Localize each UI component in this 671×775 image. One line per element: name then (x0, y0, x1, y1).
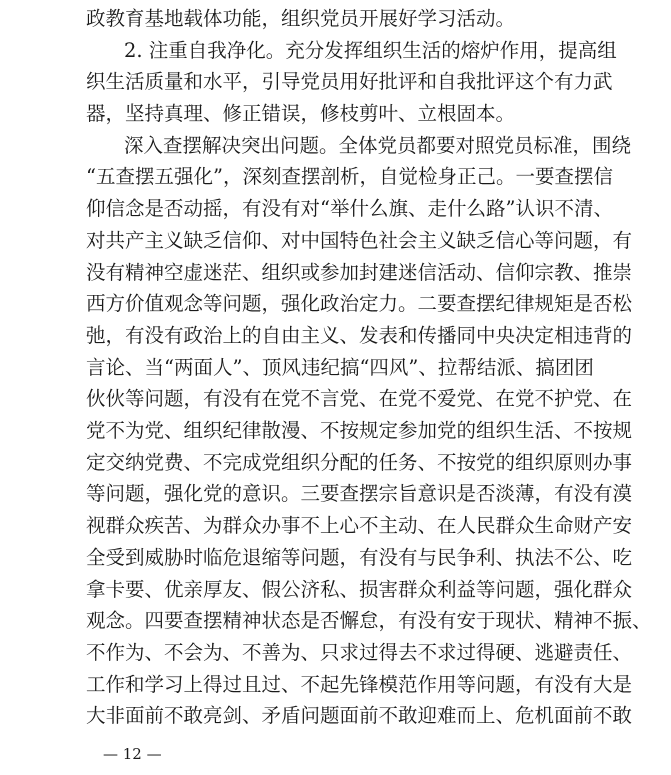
text-line: 仰信念是否动摇，有没有对“举什么旗、走什么路”认识不清、 (86, 197, 613, 221)
text-line: 言论、当“两面人”、顶风违纪搞“四风”、拉帮结派、搞团团 (86, 355, 594, 379)
text-line: 西方价值观念等问题，强化政治定力。二要查摆纪律规矩是否松 (86, 292, 633, 316)
text-line: 不作为、不会为、不善为、只求过得去不求过得硬、逃避责任、 (86, 640, 633, 664)
text-line: 工作和学习上得过且过、不起先锋模范作用等问题，有没有大是 (86, 672, 633, 696)
text-line: 2. 注重自我净化。充分发挥组织生活的熔炉作用，提高组 (124, 38, 617, 62)
page-number: — 12 — (103, 745, 162, 763)
text-line: 深入查摆解决突出问题。全体党员都要对照党员标准，围绕 (124, 133, 632, 157)
text-line: 拿卡要、优亲厚友、假公济私、损害群众利益等问题，强化群众 (86, 577, 633, 601)
text-line: 伙伙等问题，有没有在党不言党、在党不爱党、在党不护党、在 (86, 387, 633, 411)
text-line: “五查摆五强化”，深刻查摆剖析，自觉检身正己。一要查摆信 (86, 165, 613, 189)
text-line: 大非面前不敢亮剑、矛盾问题面前不敢迎难而上、危机面前不敢 (86, 704, 633, 728)
text-line: 器，坚持真理、修正错误，修枝剪叶、立根固本。 (86, 102, 516, 126)
text-line: 党不为党、组织纪律散漫、不按规定参加党的组织生活、不按规 (86, 419, 633, 443)
text-line: 等问题，强化党的意识。三要查摆宗旨意识是否淡薄，有没有漠 (86, 482, 633, 506)
text-line: 政教育基地载体功能，组织党员开展好学习活动。 (86, 7, 516, 30)
text-line: 定交纳党费、不完成党组织分配的任务、不按党的组织原则办事 (86, 450, 633, 474)
text-line: 弛，有没有政治上的自由主义、发表和传播同中央决定相违背的 (86, 323, 633, 347)
text-line: 对共产主义缺乏信仰、对中国特色社会主义缺乏信心等问题，有 (86, 228, 633, 252)
text-line: 观念。四要查摆精神状态是否懈怠，有没有安于现状、精神不振、 (86, 609, 652, 633)
text-line: 没有精神空虚迷茫、组织或参加封建迷信活动、信仰宗教、推崇 (86, 260, 633, 284)
text-line: 全受到威胁时临危退缩等问题，有没有与民争利、执法不公、吃 (86, 545, 633, 569)
text-line: 织生活质量和水平，引导党员用好批评和自我批评这个有力武 (86, 70, 613, 94)
text-line: 视群众疾苦、为群众办事不上心不主动、在人民群众生命财产安 (86, 514, 633, 538)
